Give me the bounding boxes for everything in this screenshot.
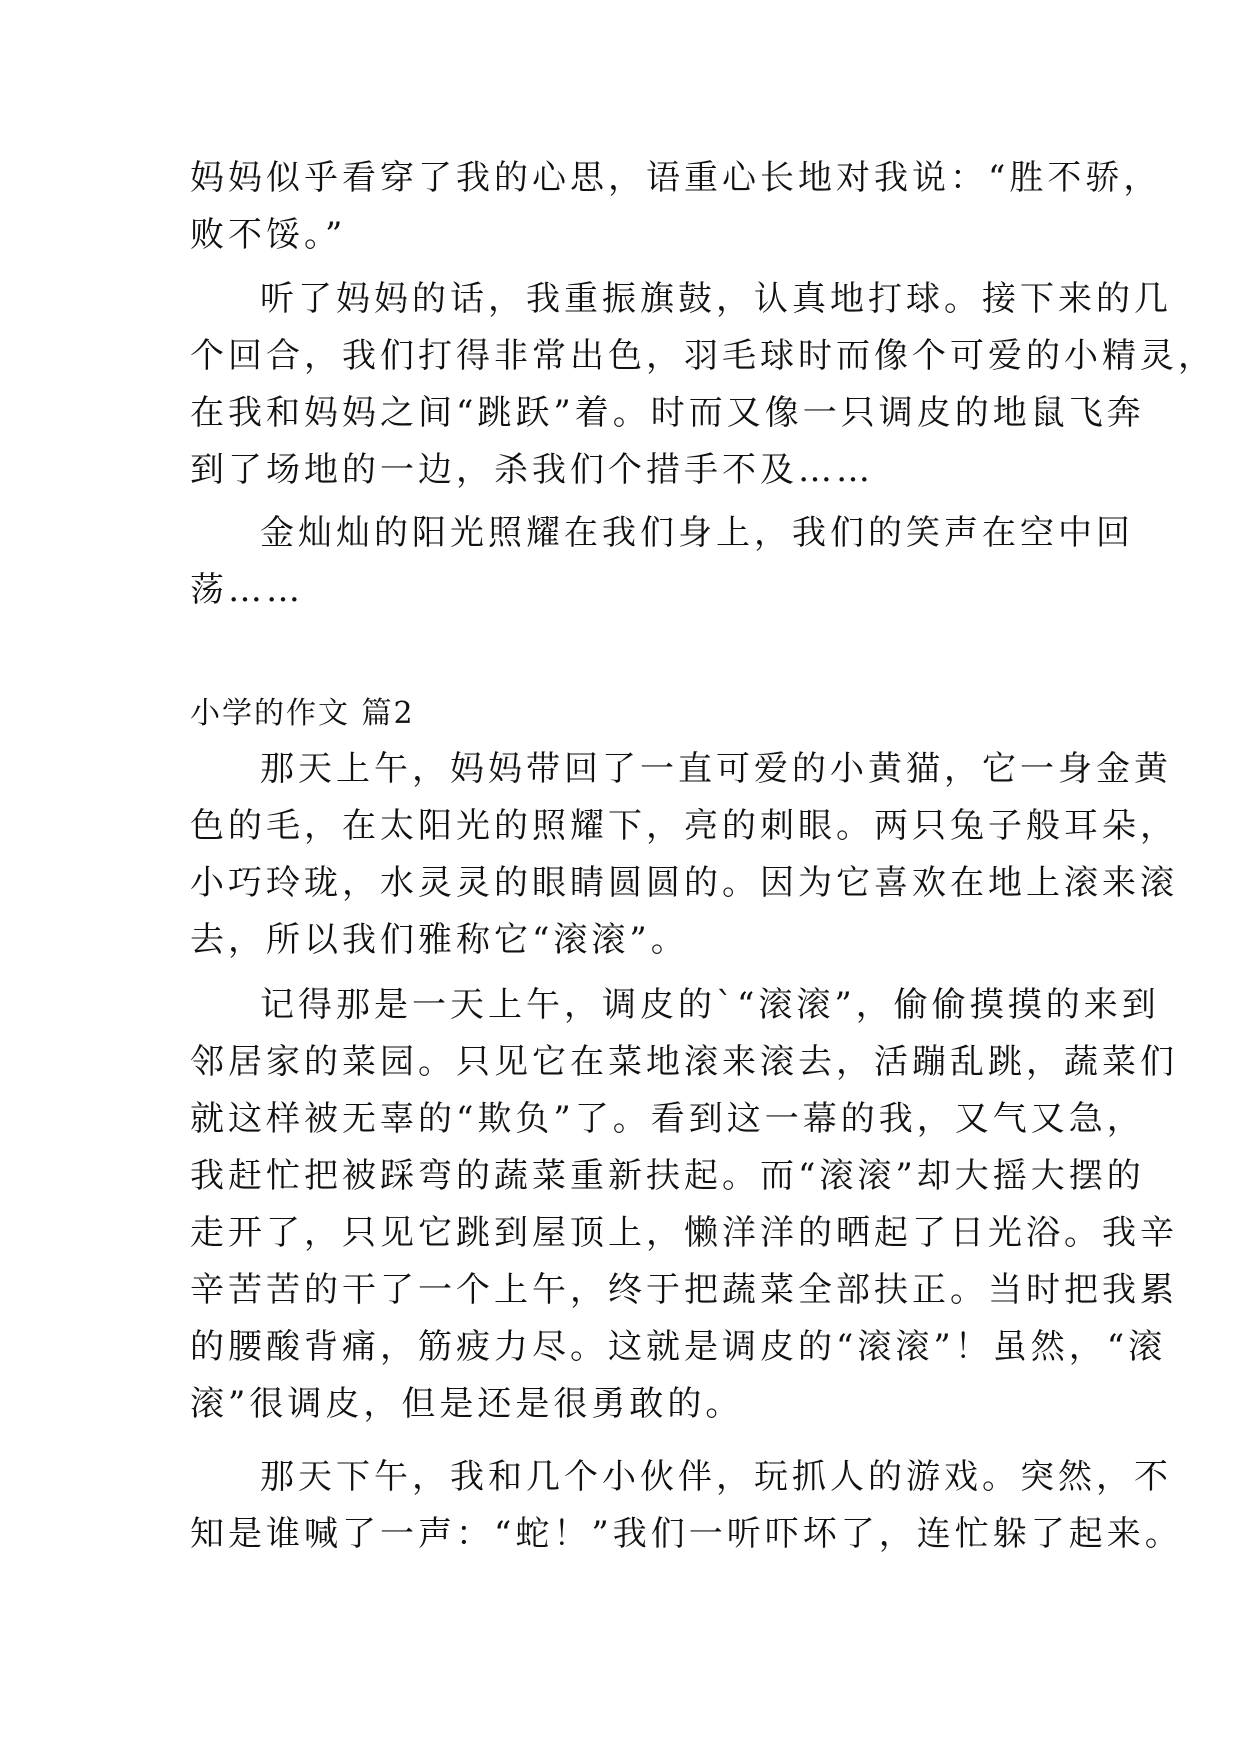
paragraph-line: 金灿灿的阳光照耀在我们身上，我们的笑声在空中回 [260,513,1134,553]
paragraph-3 [190,505,1134,619]
paragraph-1 [190,150,1162,264]
paragraph-line: 知是谁喊了一声：“蛇！”我们一听吓坏了，连忙躲了起来。 [190,1514,1183,1554]
paragraph-line: 我赶忙把被踩弯的蔬菜重新扶起。而“滚滚”却大摇大摆的 [190,1156,1145,1196]
paragraph-4 [190,741,1178,969]
paragraph-line: 那天上午，妈妈带回了一直可爱的小黄猫，它一身金黄 [260,749,1172,789]
paragraph-line: 邻居家的菜园。只见它在菜地滚来滚去，活蹦乱跳，蔬菜们 [190,1042,1178,1082]
paragraph-line: 记得那是一天上午，调皮的`“滚滚”，偷偷摸摸的来到 [260,985,1160,1025]
paragraph-2 [190,271,1216,499]
paragraph-5 [190,977,1178,1433]
paragraph-line: 去，所以我们雅称它“滚滚”。 [190,920,689,960]
paragraph-line: 荡…… [190,570,304,610]
paragraph-line: 走开了，只见它跳到屋顶上，懒洋洋的晒起了日光浴。我辛 [190,1213,1178,1253]
paragraph-line: 色的毛，在太阳光的照耀下，亮的刺眼。两只兔子般耳朵， [190,806,1178,846]
section-heading: 小学的作文 篇2 [190,696,415,731]
paragraph-line: 妈妈似乎看穿了我的心思，语重心长地对我说：“胜不骄， [190,158,1162,198]
paragraph-line: 听了妈妈的话，我重振旗鼓，认真地打球。接下来的几 [260,279,1172,319]
paragraph-line: 滚”很调皮，但是还是很勇敢的。 [190,1384,744,1424]
paragraph-line: 到了场地的一边，杀我们个措手不及…… [190,450,874,490]
paragraph-line: 那天下午，我和几个小伙伴，玩抓人的游戏。突然，不 [260,1457,1172,1497]
paragraph-line: 小巧玲珑，水灵灵的眼睛圆圆的。因为它喜欢在地上滚来滚 [190,863,1178,903]
paragraph-line: 败不馁。” [190,215,347,255]
paragraph-line: 的腰酸背痛，筋疲力尽。这就是调皮的“滚滚”！虽然，“滚 [190,1327,1167,1367]
paragraph-line: 在我和妈妈之间“跳跃”着。时而又像一只调皮的地鼠飞奔 [190,393,1145,433]
paragraph-line: 个回合，我们打得非常出色，羽毛球时而像个可爱的小精灵， [190,336,1216,376]
paragraph-6 [190,1449,1183,1563]
paragraph-line: 就这样被无辜的“欺负”了。看到这一幕的我，又气又急， [190,1099,1145,1139]
paragraph-line: 辛苦苦的干了一个上午，终于把蔬菜全部扶正。当时把我累 [190,1270,1178,1310]
